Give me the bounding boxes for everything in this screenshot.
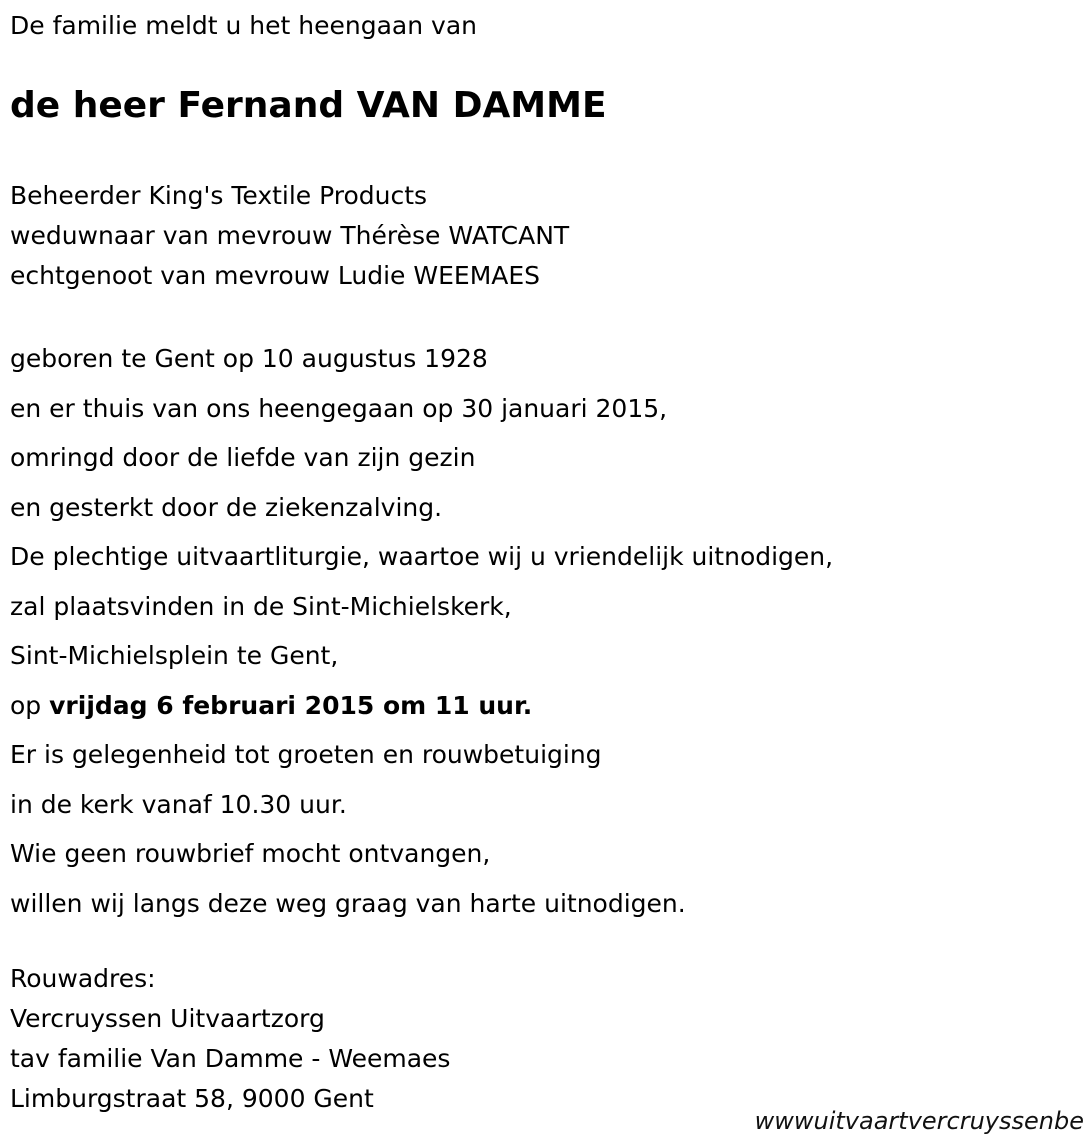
body-line: en gesterkt door de ziekenzalving.	[10, 492, 443, 522]
address-line: Limburgstraat 58, 9000 Gent	[10, 1084, 374, 1113]
body-line: zal plaatsvinden in de Sint-Michielskerk,	[10, 591, 512, 621]
body-line: geboren te Gent op 10 augustus 1928	[10, 344, 488, 373]
body-line: De plechtige uitvaartliturgie, waartoe wij u vriendelijk uitnodigen,	[10, 542, 834, 571]
service-time: vrijdag 6 februari 2015 om 11 uur.	[49, 690, 533, 720]
body-line: Sint-Michielsplein te Gent,	[10, 641, 339, 670]
address-label: Rouwadres:	[10, 964, 156, 993]
service-line	[10, 681, 833, 731]
body-line: en er thuis van ons heengegaan op 30 januari 2015,	[10, 393, 668, 423]
body-line: in de kerk vanaf 10.30 uur.	[10, 789, 347, 819]
body-line: omringd door de liefde van zijn gezin	[10, 443, 476, 472]
body-line: Wie geen rouwbrief mocht ontvangen,	[10, 839, 491, 868]
service-prefix: op	[10, 690, 42, 720]
body-line: Er is gelegenheid tot groeten en rouwbetuiging	[10, 740, 602, 769]
title-line: Beheerder King's Textile Products	[10, 181, 428, 210]
address-block	[10, 959, 450, 1119]
website-text: wwwuitvaartvercruyssenbe	[754, 1107, 1084, 1135]
intro-line: De familie meldt u het heengaan van	[10, 11, 477, 40]
body-text	[10, 334, 833, 928]
deceased-name: de heer Fernand VAN DAMME	[10, 85, 607, 126]
address-line: tav familie Van Damme - Weemaes	[10, 1044, 451, 1073]
title-line: echtgenoot van mevrouw Ludie WEEMAES	[10, 261, 541, 290]
titles-list	[10, 176, 569, 296]
address-line: Vercruyssen Uitvaartzorg	[10, 1004, 325, 1033]
title-line: weduwnaar van mevrouw Thérèse WATCANT	[10, 221, 570, 250]
body-line: willen wij langs deze weg graag van harte uitnodigen.	[10, 888, 686, 918]
